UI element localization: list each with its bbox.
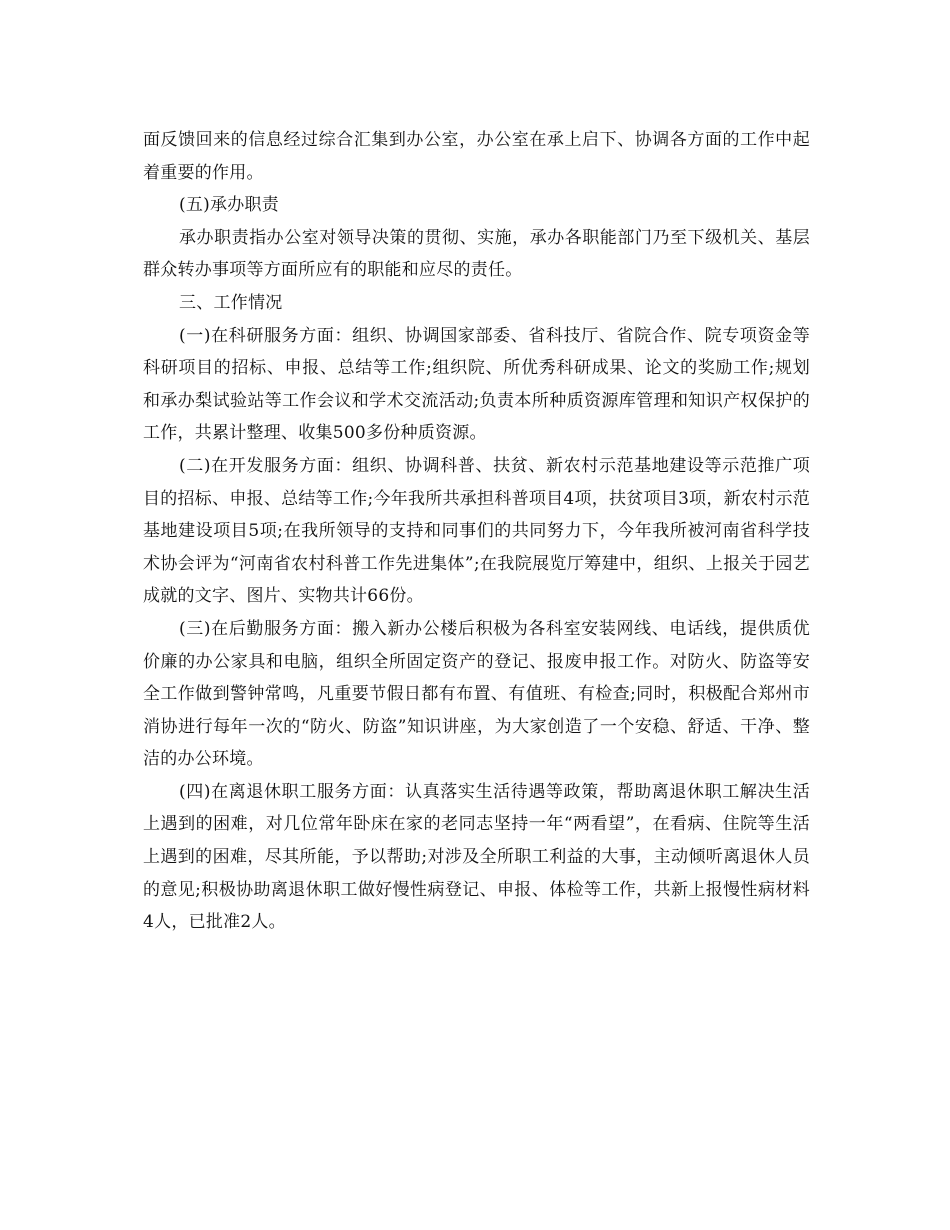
- paragraph-continuation: 面反馈回来的信息经过综合汇集到办公室，办公室在承上启下、协调各方面的工作中起着重要的作用。: [143, 130, 810, 183]
- section-heading-undertaking-duties: (五)承办职责: [179, 195, 280, 216]
- paragraph-undertaking-duties: 承办职责指办公室对领导决策的贯彻、实施，承办各职能部门乃至下级机关、基层群众转办事项等方面所应有的职能和应尽的责任。: [143, 227, 810, 281]
- paragraph-retiree-service: (四)在离退休职工服务方面：认真落实生活待遇等政策，帮助离退休职工解决生活上遇到的困难，对几位常年卧床在家的老同志坚持一年“两看望”，在看病、住院等生活上遇到的困难，尽其所能，予以帮助;对涉及全所职工利益的大事，主动倾听离退休人员的意见;积极协助离退休职工做好慢性病登记、申报、体检等工作，共新上报慢性病材料4人，已批准2人。: [143, 781, 810, 933]
- paragraph-development-service: (二)在开发服务方面：组织、协调科普、扶贫、新农村示范基地建设等示范推广项目的招标、申报、总结等工作;今年我所共承担科普项目4项，扶贫项目3项，新农村示范基地建设项目5项;在我所领导的支持和同事们的共同努力下，今年我所被河南省科学技术协会评为“河南省农村科普工作先进集体”;在我院展览厅筹建中，组织、上报关于园艺成就的文字、图片、实物共计66份。: [143, 455, 810, 607]
- paragraph-research-service: (一)在科研服务方面：组织、协调国家部委、省科技厅、省院合作、院专项资金等科研项目的招标、申报、总结等工作;组织院、所优秀科研成果、论文的奖励工作;规划和承办梨试验站等工作会议和学术交流活动;负责本所种质资源库管理和知识产权保护的工作，共累计整理、收集500多份种质资源。: [143, 325, 810, 444]
- paragraph-logistics-service: (三)在后勤服务方面：搬入新办公楼后积极为各科室安装网线、电话线，提供质优价廉的办公家具和电脑，组织全所固定资产的登记、报废申报工作。对防火、防盗等安全工作做到警钟常鸣，凡重要节假日都有布置、有值班、有检查;同时，积极配合郑州市消协进行每年一次的“防火、防盗”知识讲座，为大家创造了一个安稳、舒适、干净、整洁的办公环境。: [143, 618, 810, 770]
- section-heading-work-situation: 三、工作情况: [179, 292, 283, 313]
